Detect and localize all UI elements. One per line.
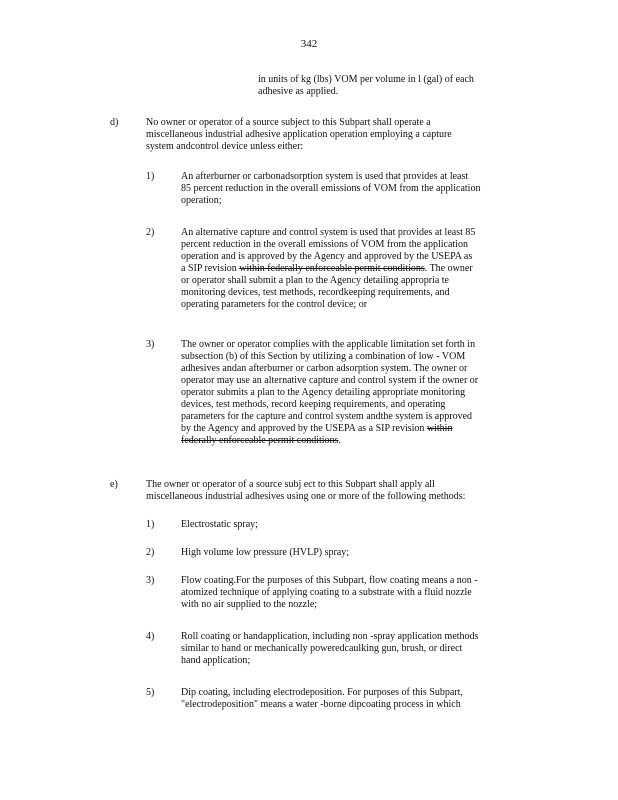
item-e4-label: 4) <box>146 631 155 642</box>
text-line <box>181 435 536 447</box>
text-line: No owner or operator of a source subject to this Subpart shall operate a <box>146 117 431 128</box>
item-e5-paragraph <box>181 687 536 711</box>
text-line: operation and is approved by the Agency and approved by the USEPA as <box>181 251 473 262</box>
item-e2-label: 2) <box>146 547 155 558</box>
text-run: . The owner <box>424 263 473 274</box>
text-line: Electrostatic spray; <box>181 519 258 530</box>
text-line: devices, test methods, record keeping requirements, and operating <box>181 399 446 410</box>
carryover-paragraph <box>258 74 516 98</box>
text-line: miscellaneous industrial adhesives using one or more of the following methods: <box>146 491 466 502</box>
text-line: atomized technique of applying coating to a substrate with a fluid nozzle <box>181 587 472 598</box>
section-e-label: e) <box>110 479 118 490</box>
item-e1-paragraph <box>181 519 536 531</box>
text-line: percent reduction in the overall emissions of VOM from the application <box>181 239 468 250</box>
text-line: operation; <box>181 195 222 206</box>
text-line: Roll coating or handapplication, including non -spray application methods <box>181 631 479 642</box>
text-run: a SIP revision <box>181 263 237 274</box>
item-e1-label: 1) <box>146 519 155 530</box>
text-line: High volume low pressure (HVLP) spray; <box>181 547 350 558</box>
struck-text: within federally enforceable permit conditions <box>239 263 425 274</box>
text-line <box>181 263 536 275</box>
item-e2-paragraph <box>181 547 536 559</box>
item-e3-paragraph <box>181 575 536 611</box>
struck-text: within <box>426 423 453 434</box>
text-line: operating parameters for the control device; or <box>181 299 368 310</box>
text-line <box>181 423 536 435</box>
text-line: subsection (b) of this Section by utilizing a combination of low - VOM <box>181 351 466 362</box>
text-line: similar to hand or mechanically poweredcaulking gun, brush, or direct <box>181 643 463 654</box>
section-d-paragraph <box>146 117 488 153</box>
text-line: with no air supplied to the nozzle; <box>181 599 318 610</box>
text-line: The owner or operator complies with the applicable limitation set forth in <box>181 339 476 350</box>
text-line: adhesive as applied. <box>258 86 339 97</box>
page-number: 342 <box>300 38 318 50</box>
text-line: monitoring devices, test methods, recordkeeping requirements, and <box>181 287 450 298</box>
text-line: Flow coating.For the purposes of this Subpart, flow coating means a non - <box>181 575 478 586</box>
item-e5-label: 5) <box>146 687 155 698</box>
text-line: parameters for the capture and control system andthe system is approved <box>181 411 473 422</box>
struck-text: federally enforceable permit conditions <box>181 435 339 446</box>
text-line: Dip coating, including electrodeposition. For purposes of this Subpart, <box>181 687 463 698</box>
text-line: miscellaneous industrial adhesive application operation employing a capture <box>146 129 452 140</box>
item-d2-paragraph <box>181 227 536 311</box>
text-line: system andcontrol device unless either: <box>146 141 304 152</box>
text-line: An afterburner or carbonadsorption system is used that provides at least <box>181 171 469 182</box>
text-line: hand application; <box>181 655 251 666</box>
text-run: by the Agency and approved by the USEPA as a SIP revision <box>181 423 425 434</box>
text-line: The owner or operator of a source subj ect to this Subpart shall apply all <box>146 479 435 490</box>
section-d-label: d) <box>110 117 119 128</box>
item-d1-paragraph <box>181 171 536 207</box>
text-line: 85 percent reduction in the overall emissions of VOM from the application <box>181 183 481 194</box>
text-line: adhesives andan afterburner or carbon adsorption system. The owner or <box>181 363 468 374</box>
text-run: . <box>338 435 341 446</box>
item-d3-label: 3) <box>146 339 155 350</box>
text-line: operator submits a plan to the Agency detailing appropriate monitoring <box>181 387 466 398</box>
text-line: or operator shall submit a plan to the Agency detailing appropria te <box>181 275 449 286</box>
item-e3-label: 3) <box>146 575 155 586</box>
section-e-paragraph <box>146 479 501 503</box>
item-d2-label: 2) <box>146 227 155 238</box>
item-e4-paragraph <box>181 631 536 667</box>
text-line: An alternative capture and control system is used that provides at least 85 <box>181 227 476 238</box>
item-d1-label: 1) <box>146 171 155 182</box>
text-line: "electrodeposition" means a water -borne dipcoating process in which <box>181 699 461 710</box>
text-line: in units of kg (lbs) VOM per volume in l (gal) of each <box>258 74 474 85</box>
text-line: operator may use an alternative capture and control system if the owner or <box>181 375 479 386</box>
item-d3-paragraph <box>181 339 536 447</box>
